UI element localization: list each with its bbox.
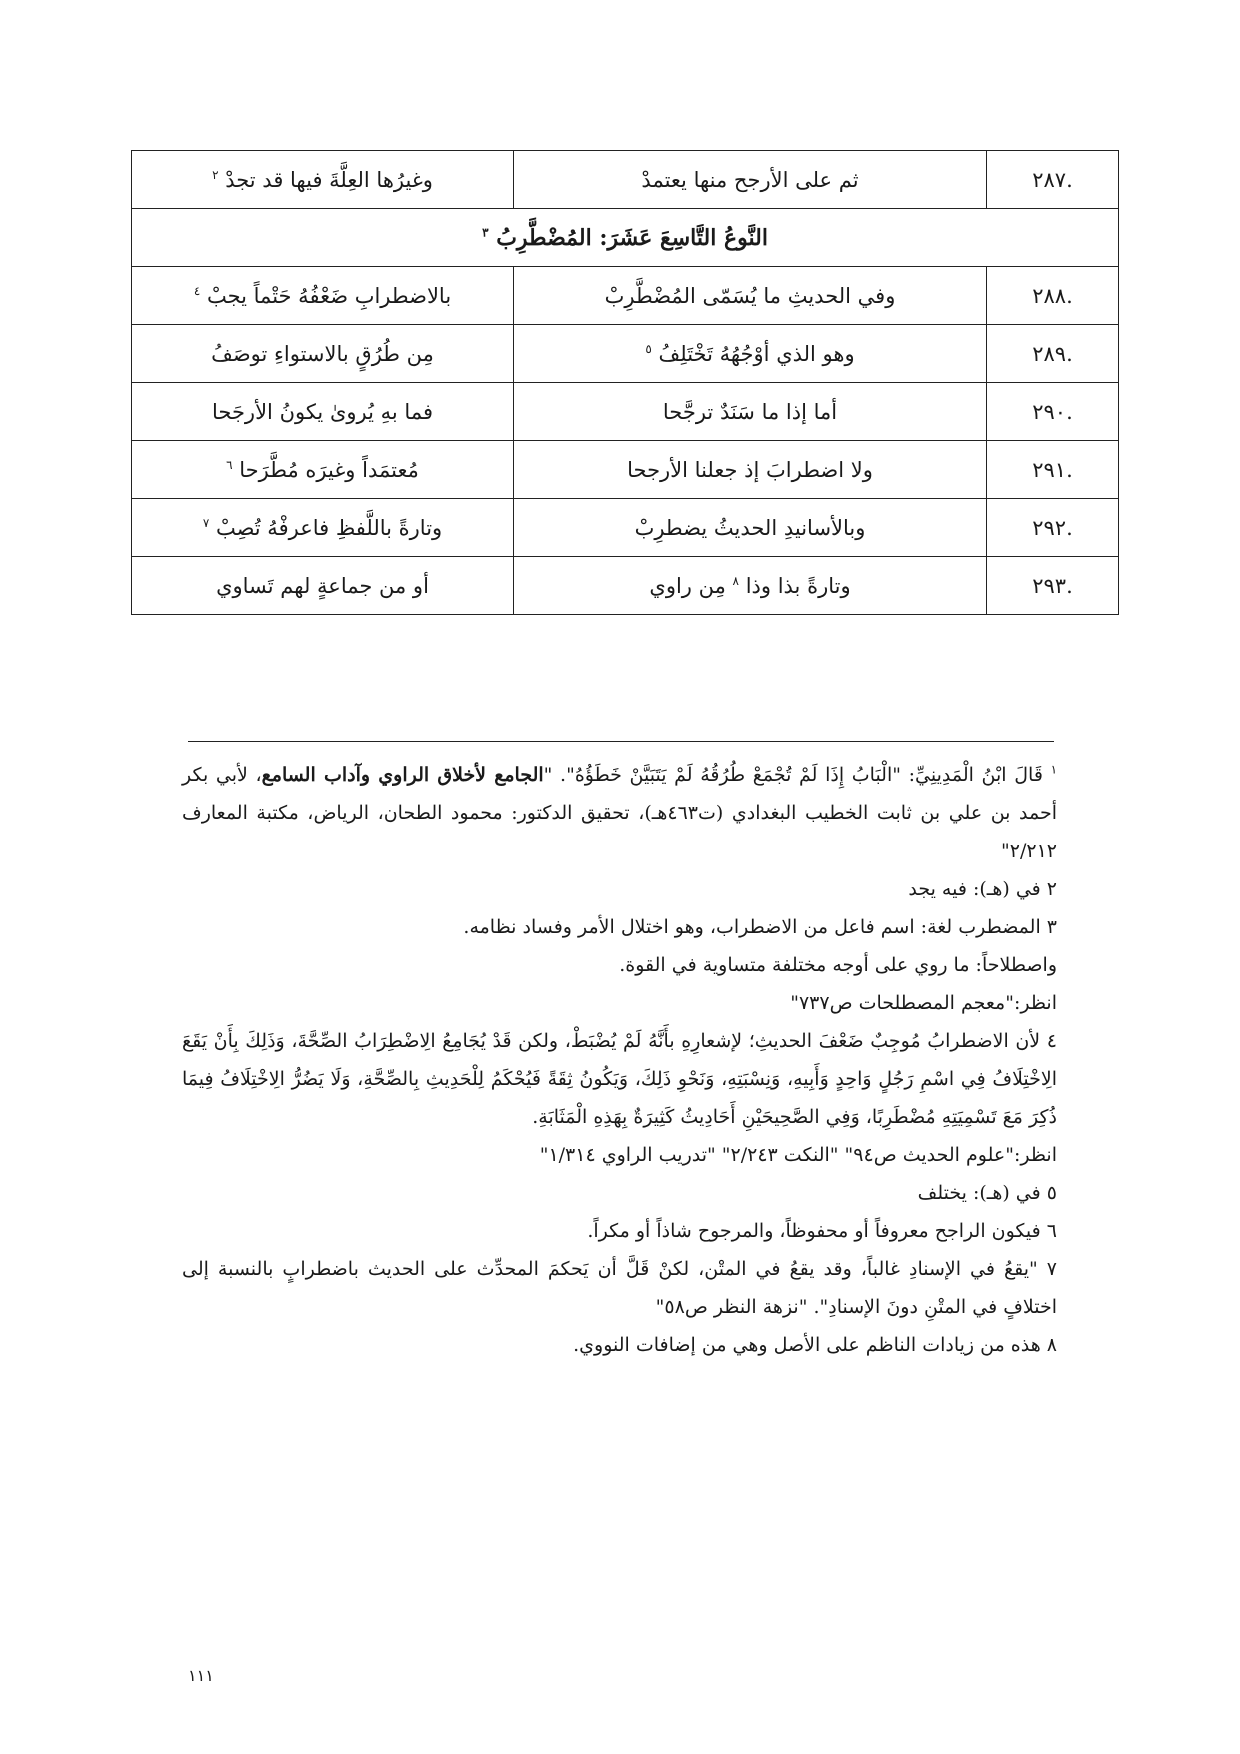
footnote-marker: ٧ xyxy=(202,515,210,530)
page-number: ١١١ xyxy=(188,1666,214,1685)
second-hemistich: وتارةً باللَّفظِ فاعرفْهُ تُصِبْ $^٧$ xyxy=(132,499,514,557)
footnote-marker: ٣ xyxy=(482,225,489,240)
second-hemistich: بالاضطرابِ ضَعْفُهُ حَتْماً يجبْ $^٤$ xyxy=(132,267,514,325)
footnote-6: ٦ فيكون الراجح معروفاً أو محفوظاً، والمرجوح شاذاً أو مكراً. xyxy=(587,1220,1057,1242)
footnote-3-reference: انظر:"معجم المصطلحات ص٧٣٧" xyxy=(790,992,1057,1014)
footnote-8: ٨ هذه من زيادات الناظم على الأصل وهي من إضافات النووي. xyxy=(573,1334,1057,1356)
first-hemistich: وهو الذي أوْجُهُهُ تَخْتَلِفُ $^٥$ xyxy=(514,325,987,383)
verse-row xyxy=(132,441,1119,499)
footnote-4-reference: انظر:"علوم الحديث ص٩٤" "النكت ٢/٢٤٣" "تدريب الراوي ١/٣١٤" xyxy=(539,1144,1057,1166)
verse-number: .٢٩١ xyxy=(987,441,1119,499)
verse-row xyxy=(132,267,1119,325)
verse-number: .٢٨٧ xyxy=(987,151,1119,209)
footnote-2: ٢ في (هـ): فيه يجد xyxy=(908,878,1057,900)
footnote-7: ٧ "يقعُ في الإسنادِ غالباً، وقد يقعُ في المتْن، لكنْ قَلَّ أن يَحكمَ المحدِّث على الحديث باضطرابٍ بالنسبة إلى اختلافٍ في المتْنِ دونَ الإسنادِ". "نزهة النظر ص٥٨" xyxy=(182,1258,1057,1318)
verse-number: .٢٨٩ xyxy=(987,325,1119,383)
footnote-marker: ٤ xyxy=(193,283,201,298)
footnote-marker: ٢ xyxy=(212,167,219,182)
footnote-marker: ١ xyxy=(1050,762,1058,777)
verse-row xyxy=(132,383,1119,441)
first-hemistich: وتارةً بذا وذا $^٨$ مِن راوي xyxy=(514,557,987,615)
first-hemistich: أما إذا ما سَنَدٌ ترجَّحا xyxy=(514,383,987,441)
section-heading-row xyxy=(132,209,1119,267)
verse-row xyxy=(132,499,1119,557)
footnote-3: ٣ المضطرب لغة: اسم فاعل من الاضطراب، وهو اختلال الأمر وفساد نظامه. xyxy=(463,916,1057,938)
footnote-marker: ٦ xyxy=(226,457,233,472)
footnotes xyxy=(182,756,1057,1364)
footnote-1: $^١$ قَالَ ابْنُ الْمَدِينِيِّ: "الْبَابُ إِذَا لَمْ تُجْمَعْ طُرُقُهُ لَمْ يَتَبَيَّنْ خَطَؤُهُ". "الجامع لأخلاق الراوي وآداب السامع، لأبي بكر أحمد بن علي بن ثابت الخطيب البغدادي (ت٤٦٣هـ)، تحقيق الدكتور: محمود الطحان، الرياض، مكتبة المعارف ٢/٢١٢" xyxy=(182,762,1058,862)
first-hemistich: وبالأسانيدِ الحديثُ يضطرِبْ xyxy=(514,499,987,557)
footnote-5: ٥ في (هـ): يختلف xyxy=(917,1182,1057,1204)
verse-number: .٢٩٠ xyxy=(987,383,1119,441)
second-hemistich: فما بهِ يُروىٰ يكونُ الأرجَحا xyxy=(132,383,514,441)
footnote-marker: ٥ xyxy=(645,341,652,356)
footnote-marker: ٨ xyxy=(732,573,739,588)
verse-table xyxy=(131,150,1119,615)
footnote-4: ٤ لأن الاضطرابُ مُوجِبٌ ضَعْفَ الحديثِ؛ لإشعارِهِ بأَنَّهُ لَمْ يُضْبَطْ، ولكن قَدْ يُجَامِعُ الِاضْطِرَابُ الصِّحَّةَ، وَذَلِكَ بِأَنْ يَقَعَ الِاخْتِلَافُ فِي اسْمِ رَجُلٍ وَاحِدٍ وَأَبِيهِ، وَنِسْبَتِهِ، وَنَحْوِ ذَلِكَ، وَيَكُونُ ثِقَةً فَيُحْكَمُ لِلْحَدِيثِ بِالصِّحَّةِ، وَلَا يَضُرُّ الِاخْتِلَافُ فِيمَا ذُكِرَ مَعَ تَسْمِيَتِهِ مُضْطَرِبًا، وَفِي الصَّحِيحَيْنِ أَحَادِيثُ كَثِيرَةٌ بِهَذِهِ الْمَثَابَةِ. xyxy=(182,1030,1057,1128)
first-hemistich: ثم على الأرجح منها يعتمدْ xyxy=(514,151,987,209)
second-hemistich: أو من جماعةٍ لهم تَساوي xyxy=(132,557,514,615)
verse-number: .٢٩٣ xyxy=(987,557,1119,615)
book-title: الجامع لأخلاق الراوي وآداب السامع xyxy=(261,764,544,786)
verse-number: .٢٩٢ xyxy=(987,499,1119,557)
footnote-3-definition: واصطلاحاً: ما روي على أوجه مختلفة متساوية في القوة. xyxy=(619,954,1057,976)
second-hemistich: مِن طُرُقٍ بالاستواءِ توصَفُ xyxy=(132,325,514,383)
first-hemistich: ولا اضطرابَ إذ جعلنا الأرجحا xyxy=(514,441,987,499)
first-hemistich: وفي الحديثِ ما يُسَمّى المُضْطَّرِبْ xyxy=(514,267,987,325)
verse-row xyxy=(132,151,1119,209)
verse-number: .٢٨٨ xyxy=(987,267,1119,325)
second-hemistich: وغيرُها العِلَّةَ فيها قد تجدْ $^٢$ xyxy=(132,151,514,209)
verse-row xyxy=(132,557,1119,615)
footnote-separator xyxy=(188,741,1054,742)
verse-row xyxy=(132,325,1119,383)
second-hemistich: مُعتمَداً وغيرَه مُطَّرَحا $^٦$ xyxy=(132,441,514,499)
section-heading: النَّوعُ التَّاسِعَ عَشَرَ: المُضْطَّرِبُ $^٣$ xyxy=(132,209,1119,267)
